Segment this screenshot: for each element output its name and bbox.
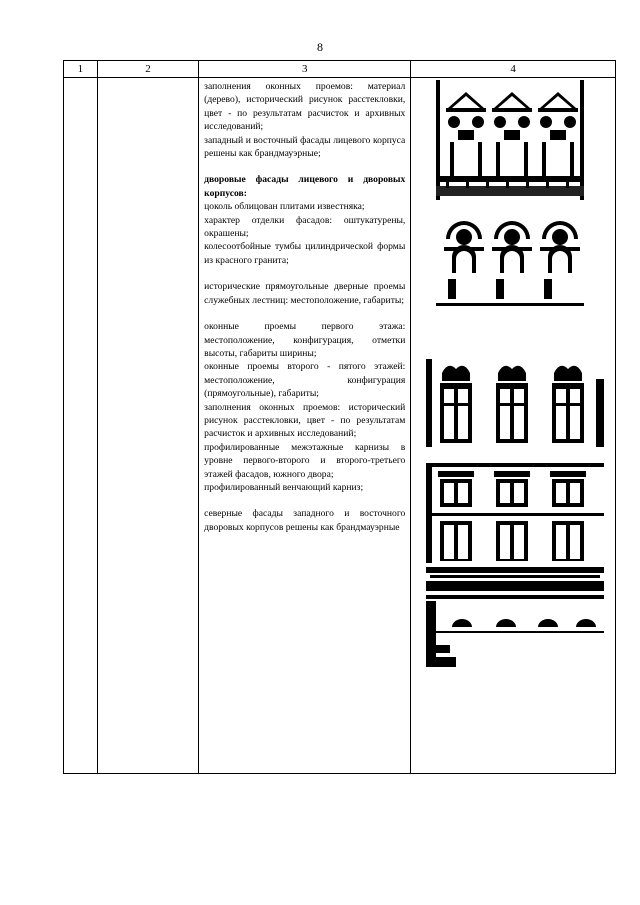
paragraph: характер отделки фасадов: оштукатурены, окрашены; xyxy=(204,214,406,240)
paragraph: исторические прямоугольные дверные проемы служебных лестниц: местоположение, габариты; xyxy=(204,281,406,306)
paragraph: оконные проемы второго - пятого этажей: местоположение, конфигурация (прямоугольные), габариты; xyxy=(204,361,406,400)
facade-photo-courtyard-upper-windows xyxy=(426,463,604,563)
section-heading: дворовые фасады лицевого и дворовых корпусов: xyxy=(204,174,406,199)
cell-col-3 xyxy=(199,78,411,774)
cell-col-4 xyxy=(411,78,616,774)
header-col-1: 1 xyxy=(64,61,98,78)
table-row xyxy=(64,78,616,774)
paragraph: профилированный венчающий карниз; xyxy=(204,481,364,493)
facade-photo-courtyard-windows xyxy=(426,359,604,447)
facade-photo-arched-windows xyxy=(436,207,584,317)
photo-column xyxy=(411,78,615,773)
paragraph: оконные проемы первого этажа: местоположение, конфигурация, отметки высоты, габариты ширины; xyxy=(204,321,406,359)
paragraph: профилированные межэтажные карнизы в уровне первого-второго и второго-третьего этажей фасадов, южного двора; xyxy=(204,441,406,480)
facade-photo-pediments xyxy=(436,80,584,200)
header-col-4: 4 xyxy=(411,61,616,78)
header-col-2: 2 xyxy=(97,61,198,78)
description-text xyxy=(199,78,410,534)
header-col-3: 3 xyxy=(199,61,411,78)
paragraph: западный и восточный фасады лицевого корпуса решены как брандмауэрные; xyxy=(204,134,406,160)
page-number: 8 xyxy=(317,40,323,54)
paragraph: северные фасады западного и восточного дворовых корпусов решены как брандмауэрные xyxy=(204,508,406,533)
cell-col-2 xyxy=(97,78,198,774)
table-header-row xyxy=(64,61,616,78)
paragraph: заполнения оконных проемов: материал (дерево), исторический рисунок расстекловки, цвет - по результатам расчисток и архивных исследований; xyxy=(204,81,406,133)
document-table xyxy=(63,60,616,774)
paragraph: колесоотбойные тумбы цилиндрической формы из красного гранита; xyxy=(204,241,406,266)
paragraph: заполнения оконных проемов: исторический рисунок расстекловки, цвет - по результатам расчисток и архивных исследований; xyxy=(204,401,406,440)
paragraph: цоколь облицован плитами известняка; xyxy=(204,201,365,213)
facade-photo-cornice-round-windows xyxy=(426,565,604,670)
cell-col-1 xyxy=(64,78,98,774)
